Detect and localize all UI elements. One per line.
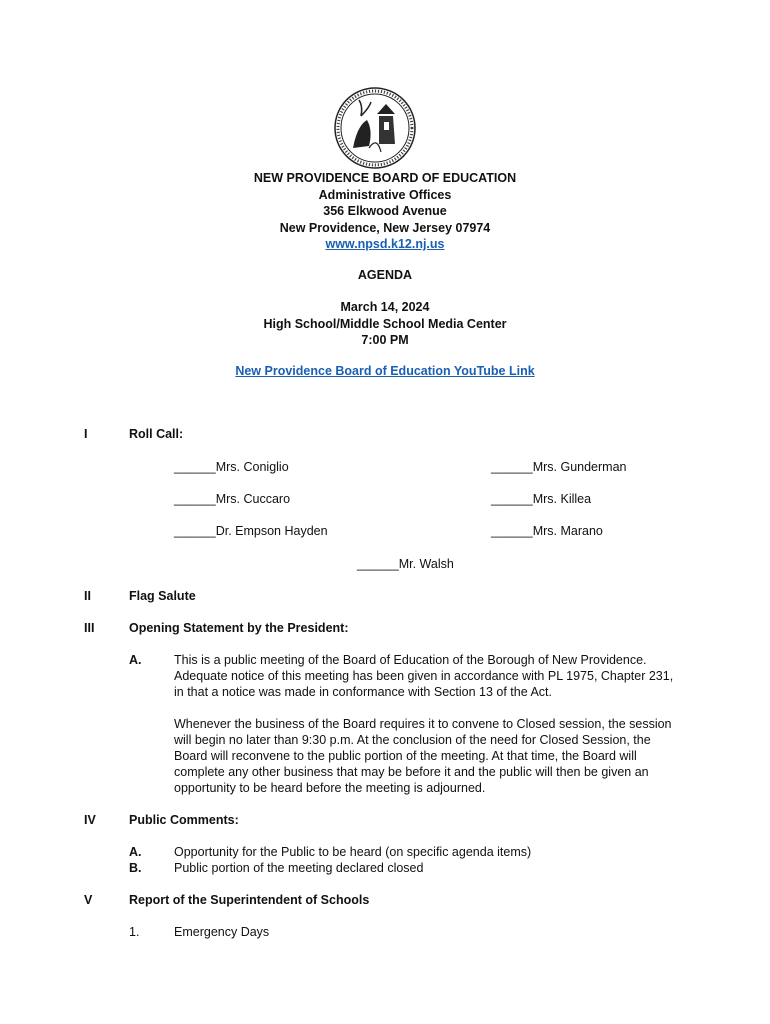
- section-number: IV: [84, 813, 96, 827]
- section-title-opening-statement: Opening Statement by the President:: [129, 621, 349, 635]
- section-title-flag-salute: Flag Salute: [129, 589, 196, 603]
- opening-statement-text: This is a public meeting of the Board of Education of the Borough of New Providence. Adequate notice of this meeting has been given in accordance with PL 1975, Chapter 231, in that a notice was made in conformance with Section 13 of the Act.: [174, 653, 674, 699]
- section-number: III: [84, 621, 95, 635]
- roll-call-member: ______Mrs. Coniglio: [174, 460, 289, 474]
- item-letter: A.: [129, 653, 142, 667]
- list-item: Emergency Days: [174, 925, 270, 939]
- website-link[interactable]: www.npsd.k12.nj.us: [325, 237, 445, 251]
- roll-call-member: ______Dr. Empson Hayden: [174, 524, 328, 538]
- street-address: 356 Elkwood Avenue: [323, 204, 447, 218]
- city-address: New Providence, New Jersey 07974: [279, 220, 491, 235]
- item-letter: B.: [129, 861, 142, 875]
- roll-call-member: ______Mrs. Cuccaro: [174, 492, 291, 506]
- section-number: II: [84, 589, 91, 603]
- roll-call-member: ______Mr. Walsh: [357, 557, 454, 571]
- closed-session-text: Whenever the business of the Board requires it to convene to Closed session, the session will begin no later than 9:30 p.m. At the conclusion of the need for Closed Session, the Board will reconvene to the public portion of the meeting. At that time, the Board will complete any other business that may be before it and the public will then be given an opportunity to be heard before the meeting is adjourned.: [174, 717, 672, 795]
- section-title-roll-call: Roll Call:: [129, 427, 184, 441]
- section-number: V: [84, 893, 93, 907]
- page-title: AGENDA: [357, 268, 413, 282]
- meeting-location: High School/Middle School Media Center: [263, 316, 507, 331]
- youtube-link[interactable]: New Providence Board of Education YouTube Link: [235, 364, 535, 378]
- item-number: 1.: [129, 925, 140, 939]
- board-seal-logo: [333, 86, 417, 170]
- roll-call-member: ______Mrs. Killea: [491, 492, 592, 506]
- section-title-public-comments: Public Comments:: [129, 813, 239, 827]
- list-item: Opportunity for the Public to be heard (on specific agenda items): [174, 845, 532, 859]
- section-number: I: [84, 427, 88, 441]
- org-name: NEW PROVIDENCE BOARD OF EDUCATION: [253, 171, 517, 185]
- offices-label: Administrative Offices: [318, 187, 452, 202]
- letterhead: [0, 170, 770, 253]
- section-title-superintendent-report: Report of the Superintendent of Schools: [129, 893, 370, 907]
- meeting-date: March 14, 2024: [340, 300, 430, 314]
- roll-call-member: ______Mrs. Marano: [491, 524, 603, 538]
- meeting-info: [0, 299, 770, 349]
- item-letter: A.: [129, 845, 142, 859]
- list-item: Public portion of the meeting declared closed: [174, 861, 424, 875]
- meeting-time: 7:00 PM: [361, 333, 409, 347]
- roll-call-member: ______Mrs. Gunderman: [491, 460, 627, 474]
